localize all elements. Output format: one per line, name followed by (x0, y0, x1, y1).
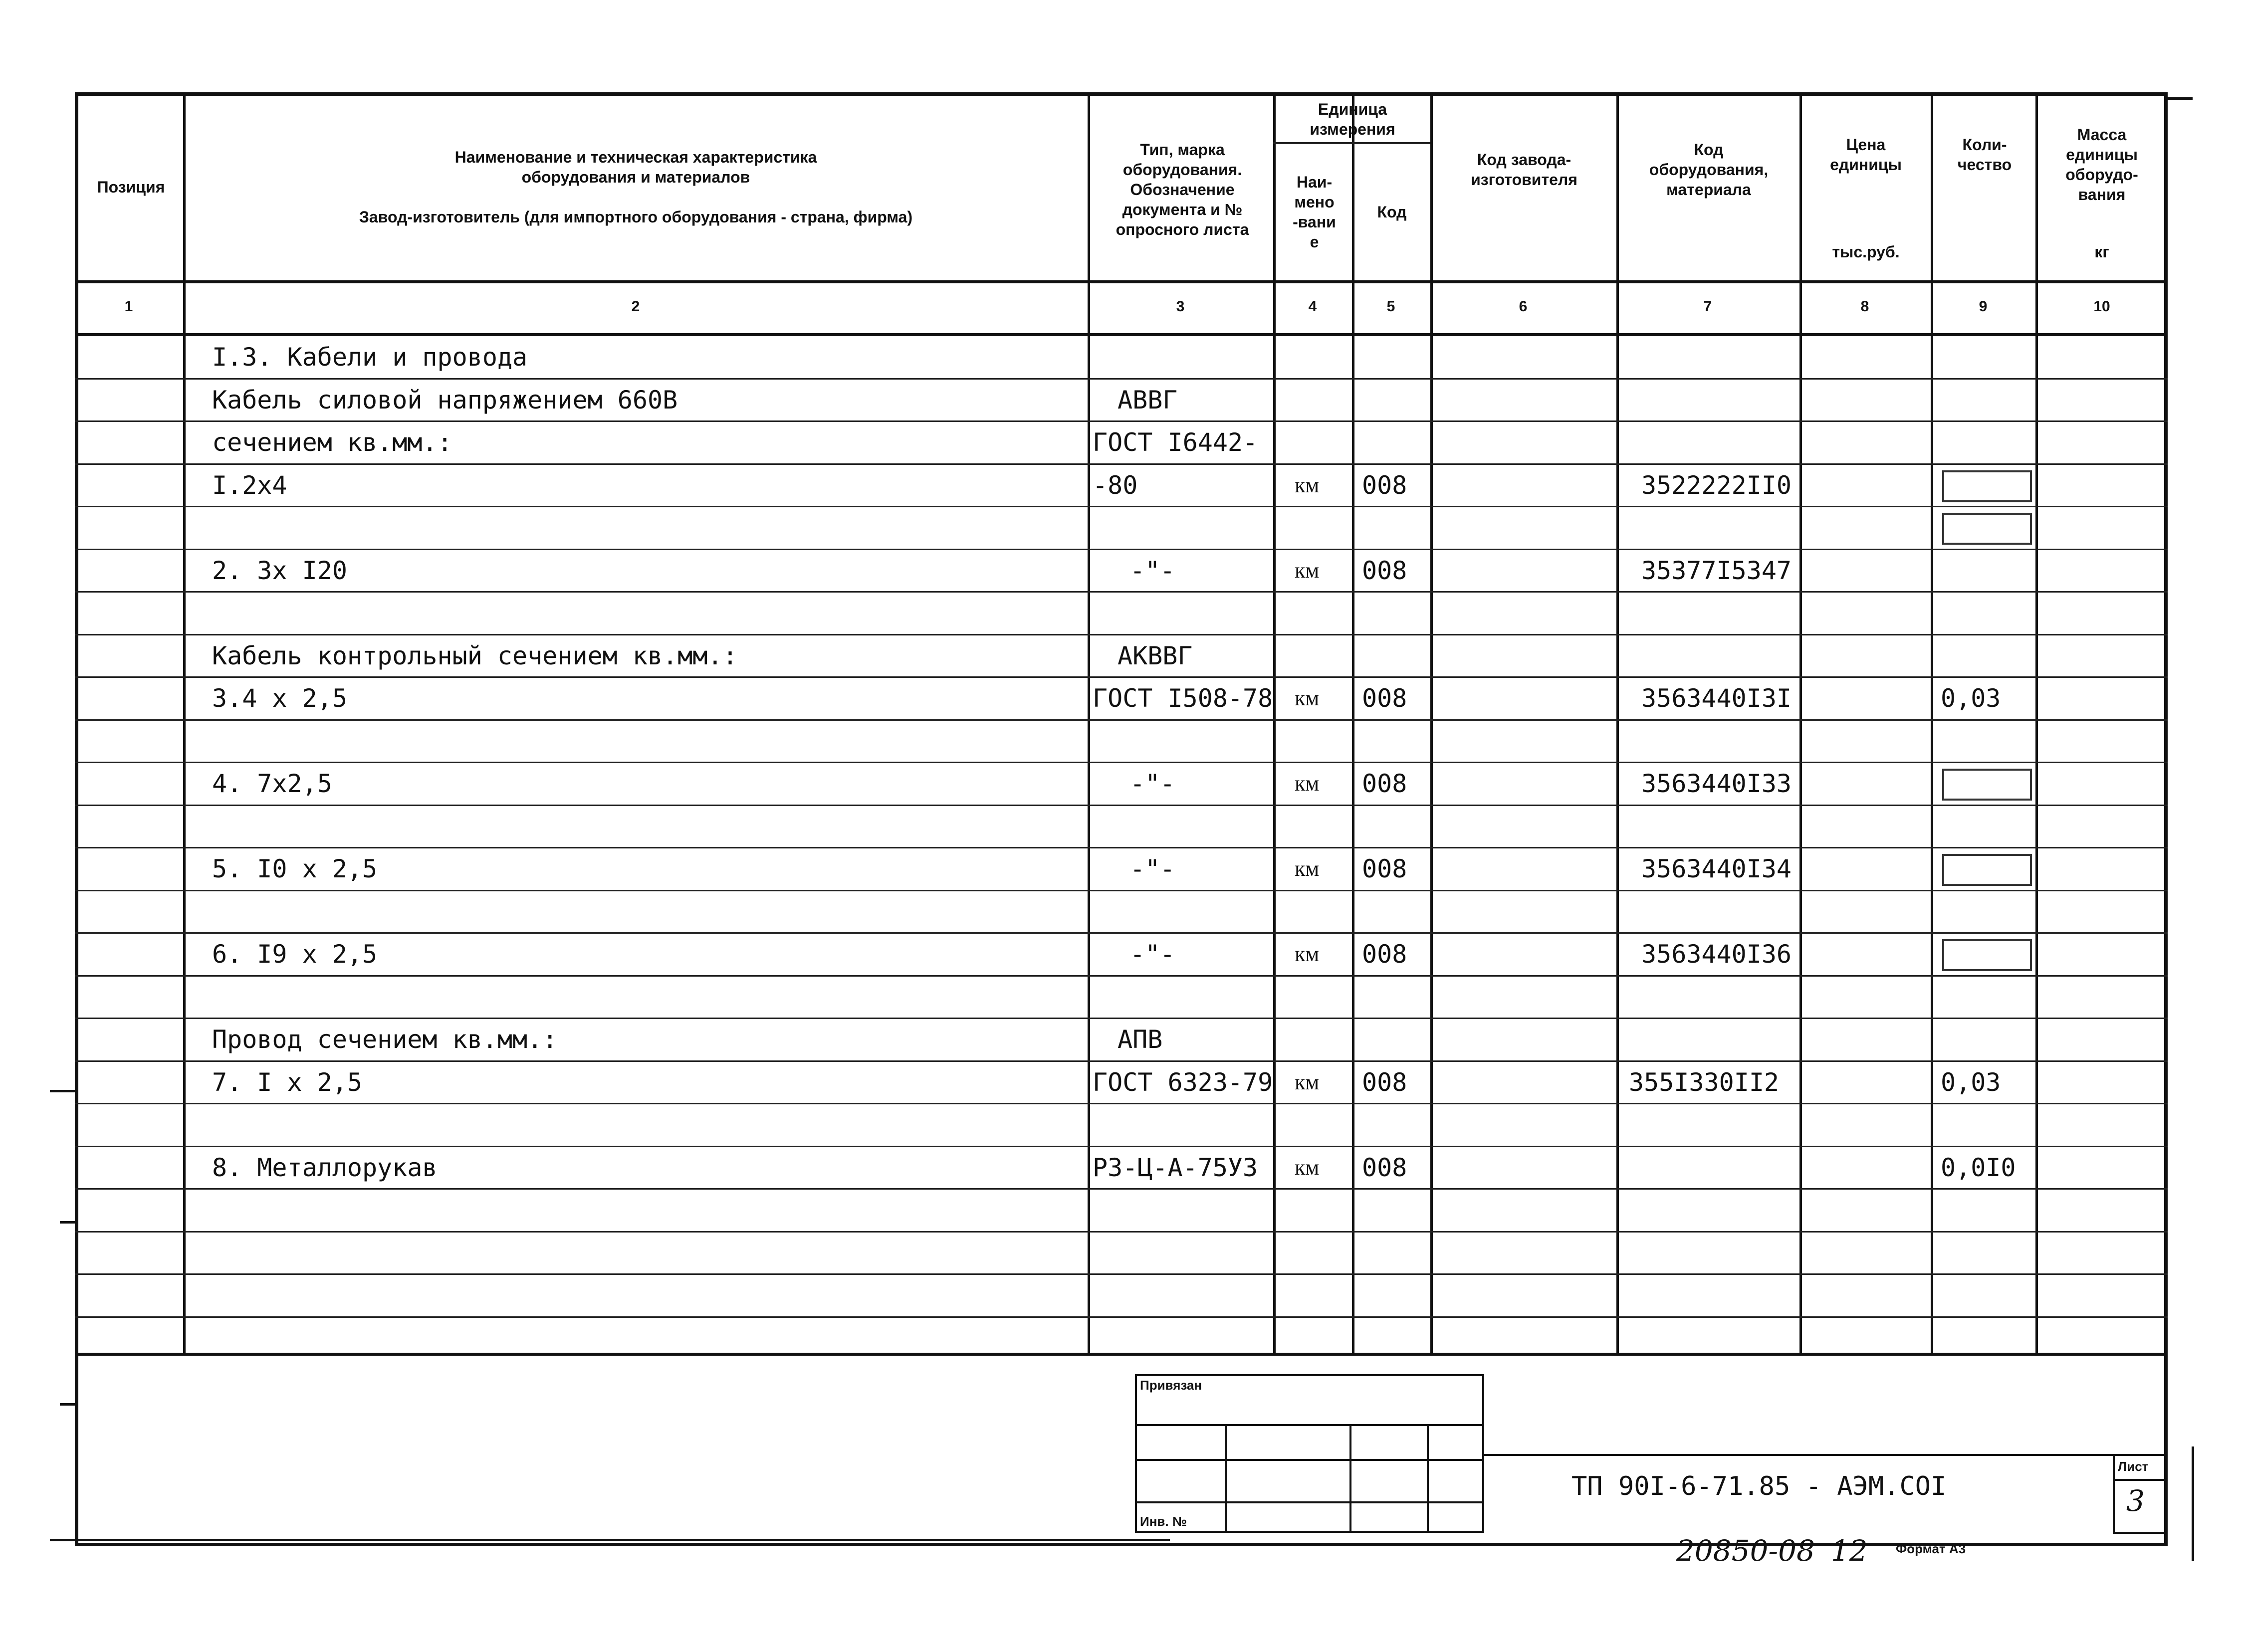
sheet-number: 3 (2126, 1484, 2145, 1518)
item-equipment-code: 3563440I36 (1641, 940, 1792, 969)
row-divider (75, 847, 2168, 848)
item-unit-code: 008 (1362, 769, 1407, 798)
item-unit-code: 008 (1362, 1067, 1407, 1097)
quantity-box (1942, 769, 2032, 801)
item-type: АПВ (1118, 1025, 1163, 1054)
quantity-box (1942, 513, 2032, 545)
item-name: 7. I x 2,5 (212, 1067, 363, 1097)
column-number: 1 (124, 298, 133, 315)
margin-mark (60, 1221, 75, 1224)
item-equipment-code: 3563440I33 (1641, 769, 1792, 798)
stamp-line (1135, 1459, 1484, 1461)
stamp-line (1225, 1424, 1227, 1533)
unit-group-divider (1273, 142, 1430, 144)
column-number: 5 (1386, 298, 1395, 315)
item-quantity: 0,03 (1941, 1067, 2001, 1097)
row-divider (75, 1231, 2168, 1233)
item-quantity: 0,0I0 (1941, 1153, 2016, 1182)
item-name: 3.4 x 2,5 (212, 684, 347, 713)
margin-mark (50, 1539, 1170, 1541)
item-type: -80 (1093, 470, 1138, 500)
row-divider (75, 591, 2168, 593)
document-id: ТП 90I-6-71.85 - АЭМ.COI (1571, 1471, 1947, 1501)
row-divider (75, 1103, 2168, 1104)
row-divider (75, 1273, 2168, 1275)
header-equipment-code: Код оборудования, материала (1649, 141, 1769, 199)
header-bottom-line (75, 280, 2168, 283)
header-name: Наименование и техническая характеристика оборудования и материалов Завод-изготовитель (для импортного оборудования - страна, фирма) (359, 148, 913, 226)
item-unit: км (1295, 942, 1320, 966)
margin-mark (2192, 1446, 2194, 1561)
quantity-box (1942, 939, 2032, 971)
column-number: 8 (1860, 298, 1869, 315)
item-name: 4. 7x2,5 (212, 769, 332, 798)
item-unit-code: 008 (1362, 470, 1407, 500)
item-type: -"- (1130, 854, 1175, 883)
row-divider (75, 932, 2168, 934)
item-type: РЗ-Ц-А-75УЗ (1093, 1153, 1258, 1182)
number-row-bottom-line (75, 333, 2168, 336)
row-divider (75, 890, 2168, 891)
item-name: Кабель контрольный сечением кв.мм.: (212, 641, 738, 670)
format-label: Формат А3 (1896, 1541, 1966, 1556)
row-divider (75, 1316, 2168, 1318)
item-type: ГОСТ I508-78 (1093, 684, 1273, 713)
item-name: 5. I0 x 2,5 (212, 854, 378, 883)
copy-number: 12 (1831, 1534, 1868, 1568)
header-price: Цена единицы (1830, 136, 1902, 174)
item-equipment-code: 355I330II2 (1629, 1067, 1780, 1097)
item-unit: км (1295, 1155, 1320, 1180)
margin-mark (50, 1090, 75, 1092)
item-type: ГОСТ 6323-79 (1093, 1067, 1273, 1097)
header-unit-code: Код (1377, 203, 1407, 221)
item-unit: км (1295, 1069, 1320, 1094)
item-type: АКВВГ (1118, 641, 1193, 670)
column-number: 2 (631, 298, 640, 315)
column-number: 6 (1519, 298, 1528, 315)
stamp-line (1135, 1501, 1484, 1503)
header-unit-name: Наи-мено-вание (1293, 173, 1336, 251)
item-name: сечением кв.мм.: (212, 428, 452, 457)
row-divider (75, 1188, 2168, 1190)
stamp-approval-block (1135, 1374, 1484, 1533)
item-type: -"- (1130, 769, 1175, 798)
stamp-line (1349, 1424, 1351, 1533)
row-divider (75, 1018, 2168, 1019)
quantity-box (1942, 854, 2032, 886)
sheet-label: Лист (2118, 1459, 2149, 1474)
header-mass: Масса единицы оборудо-вания (2065, 126, 2138, 204)
row-divider (75, 975, 2168, 977)
item-name: Провод сечением кв.мм.: (212, 1025, 558, 1054)
item-type: -"- (1130, 940, 1175, 969)
header-type: Тип, марка оборудования. Обозначение документа и № опросного листа (1116, 141, 1249, 238)
item-equipment-code: 3563440I34 (1641, 854, 1792, 883)
margin-mark (2168, 97, 2193, 100)
row-divider (75, 1060, 2168, 1062)
row-divider (75, 420, 2168, 422)
stamp-approval-label: Привязан (1140, 1378, 1202, 1393)
item-unit-code: 008 (1362, 556, 1407, 585)
quantity-box (1942, 470, 2032, 502)
row-divider (75, 378, 2168, 380)
row-divider (75, 634, 2168, 635)
table-body-bottom (75, 1353, 2168, 1356)
row-divider (75, 1146, 2168, 1147)
header-mass-unit: кг (2094, 243, 2109, 261)
header-quantity: Коли-чество (1957, 136, 2012, 174)
header-factory-code: Код завода-изготовителя (1471, 151, 1577, 189)
stamp-line (1427, 1424, 1429, 1533)
column-number: 4 (1308, 298, 1317, 315)
item-name: I.2x4 (212, 470, 287, 500)
margin-mark (60, 1403, 75, 1406)
item-type: ГОСТ I6442- (1093, 428, 1258, 457)
item-equipment-code: 3563440I3I (1641, 684, 1792, 713)
row-divider (75, 506, 2168, 507)
column-number: 7 (1703, 298, 1712, 315)
stamp-inventory-label: Инв. № (1140, 1514, 1187, 1529)
item-name: Кабель силовой напряжением 660В (212, 385, 678, 414)
row-divider (75, 762, 2168, 763)
item-unit: км (1295, 472, 1320, 497)
item-unit: км (1295, 771, 1320, 796)
column-number: 10 (2093, 298, 2110, 315)
item-unit: км (1295, 558, 1320, 583)
item-equipment-code: 35377I5347 (1641, 556, 1792, 585)
item-quantity: 0,03 (1941, 684, 2001, 713)
column-number: 9 (1979, 298, 1988, 315)
archive-number: 20850-08 (1676, 1534, 1815, 1568)
row-divider (75, 676, 2168, 678)
title-block-line (1484, 1454, 2168, 1456)
item-unit: км (1295, 686, 1320, 710)
item-type: -"- (1130, 556, 1175, 585)
item-unit-code: 008 (1362, 684, 1407, 713)
column-number: 3 (1176, 298, 1185, 315)
stamp-line (1135, 1424, 1484, 1426)
row-divider (75, 719, 2168, 721)
row-divider (75, 549, 2168, 550)
header-price-unit: тыс.руб. (1832, 243, 1900, 261)
item-equipment-code: 3522222II0 (1641, 470, 1792, 500)
item-type: АВВГ (1118, 385, 1178, 414)
header-position: Позиция (97, 178, 165, 196)
item-unit-code: 008 (1362, 854, 1407, 883)
item-name: 6. I9 x 2,5 (212, 940, 378, 969)
sheet-box-line (2113, 1479, 2168, 1481)
item-unit-code: 008 (1362, 1153, 1407, 1182)
item-name: I.3. Кабели и провода (212, 343, 528, 372)
item-unit-code: 008 (1362, 940, 1407, 969)
item-name: 2. 3x I20 (212, 556, 347, 585)
row-divider (75, 463, 2168, 465)
item-name: 8. Металлорукав (212, 1153, 438, 1182)
row-divider (75, 805, 2168, 806)
header-unit-group: Единица измерения (1310, 100, 1395, 138)
item-unit: км (1295, 856, 1320, 881)
